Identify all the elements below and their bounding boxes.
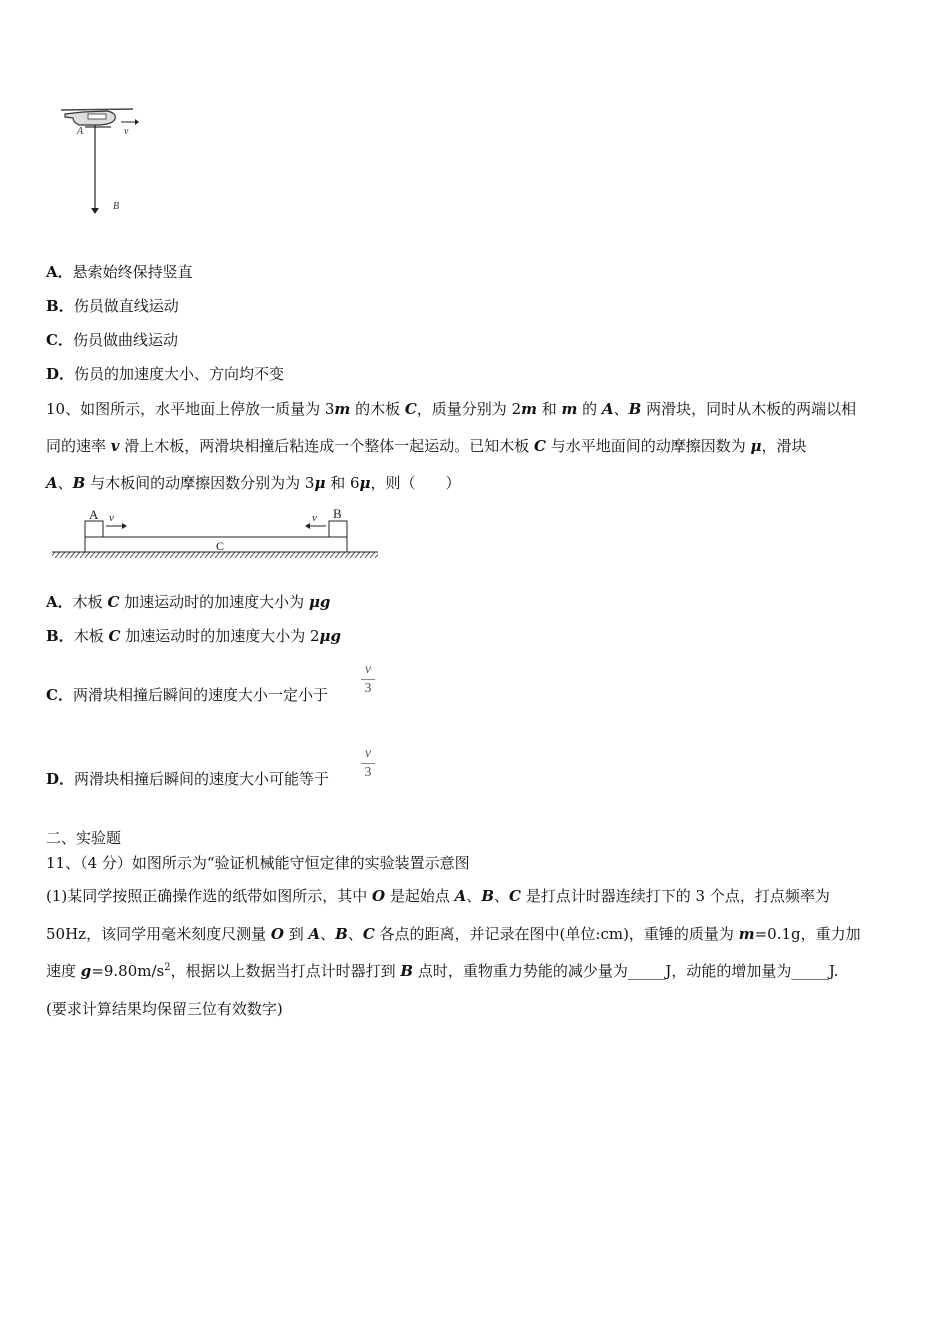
figure9-label-a: A xyxy=(77,126,84,137)
figure10-label-c: C xyxy=(216,539,225,553)
q10-option-d[interactable]: D．两滑块相撞后瞬间的速度大小可能等于 xyxy=(46,770,330,788)
figure10-label-v2: v xyxy=(312,512,317,524)
figure9-label-b: B xyxy=(113,201,120,212)
q11-paragraph-line2: 50Hz，该同学用毫米刻度尺测量 O 到 A、B、C 各点的距离，并记录在图中(单位:cm)，重锤的质量为 m=0.1g，重力加 xyxy=(46,925,861,943)
figure10-label-a: A xyxy=(89,507,99,522)
fraction-v-over-3: v 3 xyxy=(361,747,375,780)
option-text: 伤员做直线运动 xyxy=(73,297,179,315)
answer-blank-1[interactable]: _____ xyxy=(627,962,666,980)
section-title: 二、实验题 xyxy=(46,829,122,847)
fraction-v-over-3: v 3 xyxy=(361,663,375,696)
figure10-label-v1: v xyxy=(109,512,114,524)
q10-stem-line1: 10、如图所示，水平地面上停放一质量为 3m 的木板 C，质量分别为 2m 和 m 的 A、B 两滑块，同时从木板的两端以相 xyxy=(46,400,857,418)
q10-stem-line3: A、B 与木板间的动摩擦因数分别为为 3μ 和 6μ，则（ ） xyxy=(46,474,461,492)
q11-paragraph-line3: 速度 $g=9.80m/s^2$，根据以上数据当打点计时器打到 B 点时，重物重力势能的减少量为_____J，动能的增加量为_____J. xyxy=(46,962,839,980)
option-text: 悬索始终保持竖直 xyxy=(72,263,193,281)
figure9-label-v: v xyxy=(124,126,129,137)
q10-option-c[interactable]: C．两滑块相撞后瞬间的速度大小一定小于 xyxy=(46,686,328,704)
option-letter: A xyxy=(46,263,58,281)
q9-option-d[interactable]: D．伤员的加速度大小、方向均不变 xyxy=(46,365,285,383)
option-letter: D xyxy=(46,365,60,383)
q11-header: 11、（4 分）如图所示为“验证机械能守恒定律的实验装置示意图 xyxy=(46,854,470,872)
option-letter: B xyxy=(46,297,59,315)
helicopter-figure xyxy=(55,100,145,220)
q9-option-a[interactable]: A．悬索始终保持竖直 xyxy=(46,263,193,281)
q9-option-c[interactable]: C．伤员做曲线运动 xyxy=(46,331,178,349)
q10-stem-line2: 同的速率 v 滑上木板，两滑块相撞后粘连成一个整体一起运动。已知木板 C 与水平地面间的动摩擦因数为 μ，滑块 xyxy=(46,437,807,455)
figure10-label-b: B xyxy=(333,506,342,521)
q11-paragraph-line4: (要求计算结果均保留三位有效数字) xyxy=(46,1000,283,1018)
board-blocks-figure xyxy=(50,504,382,564)
q10-option-b[interactable]: B．木板 C 加速运动时的加速度大小为 2μg xyxy=(46,627,341,645)
option-text: 伤员的加速度大小、方向均不变 xyxy=(74,365,285,383)
option-text: 伤员做曲线运动 xyxy=(72,331,178,349)
q10-option-a[interactable]: A．木板 C 加速运动时的加速度大小为 μg xyxy=(46,593,331,611)
answer-blank-2[interactable]: _____ xyxy=(791,962,829,980)
q11-paragraph-line1: (1)某同学按照正确操作选的纸带如图所示，其中 O 是起始点 A、B、C 是打点计时器连续打下的 3 个点，打点频率为 xyxy=(46,887,830,905)
option-letter: C xyxy=(46,331,58,349)
q9-option-b[interactable]: B．伤员做直线运动 xyxy=(46,297,179,315)
